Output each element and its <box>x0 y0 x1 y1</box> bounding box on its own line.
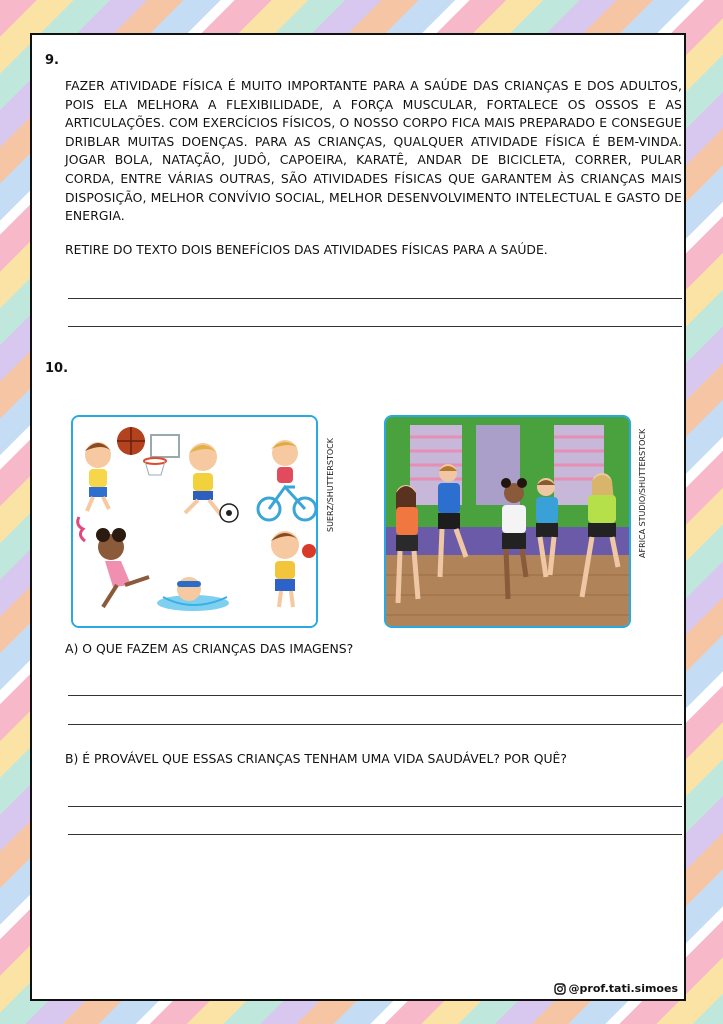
answer-line[interactable] <box>68 326 682 327</box>
question-10-number: 10. <box>45 361 69 376</box>
left-image-credit: SUERZ/SHUTTERSTOCK <box>326 437 335 532</box>
question-9-prompt: RETIRE DO TEXTO DOIS BENEFÍCIOS DAS ATIVIDADES FÍSICAS PARA A SAÚDE. <box>65 242 548 257</box>
author-credit <box>554 982 678 995</box>
answer-line[interactable] <box>68 806 682 807</box>
kids-sports-drawing <box>73 417 316 626</box>
answer-line[interactable] <box>68 834 682 835</box>
right-image-credit: AFRICA STUDIO/SHUTTERSTOCK <box>638 428 647 558</box>
answer-line[interactable] <box>68 695 682 696</box>
question-10a-prompt: A) O QUE FAZEM AS CRIANÇAS DAS IMAGENS? <box>65 641 354 656</box>
worksheet <box>30 33 686 1001</box>
question-9-number: 9. <box>45 53 59 68</box>
answer-line[interactable] <box>68 724 682 725</box>
question-10b-prompt: B) É PROVÁVEL QUE ESSAS CRIANÇAS TENHAM UMA VIDA SAUDÁVEL? POR QUÊ? <box>65 751 567 766</box>
question-9-text: FAZER ATIVIDADE FÍSICA É MUITO IMPORTANTE PARA A SAÚDE DAS CRIANÇAS E DOS ADULTOS, POIS ELA MELHORA A FLEXIBILIDADE, A FORÇA MUSCULAR, FORTALECE OS OSSOS E AS ARTICULAÇÕES. COM EXERCÍCIOS FÍSICOS, O NOSSO CORPO FICA MAIS PREPARADO E CONSEGUE DRIBLAR MUITAS DOENÇAS. PARA AS CRIANÇAS, QUALQUER ATIVIDADE FÍSICA É BEM-VINDA. JOGAR BOLA, NATAÇÃO, JUDÔ, CAPOEIRA, KARATÊ, ANDAR DE BICICLETA, CORRER, PULAR CORDA, ENTRE VÁRIAS OUTRAS, SÃO ATIVIDADES FÍSICAS QUE GARANTEM ÀS CRIANÇAS MAIS DISPOSIÇÃO, MELHOR CONVÍVIO SOCIAL, MELHOR DESENVOLVIMENTO INTELECTUAL E GASTO DE ENERGIA. <box>65 78 682 224</box>
instagram-icon <box>554 983 566 995</box>
kids-sports-illustration <box>71 415 318 628</box>
answer-line[interactable] <box>68 298 682 299</box>
kids-exercise-photo <box>384 415 631 628</box>
kids-exercise-drawing <box>386 417 629 626</box>
author-handle: @prof.tati.simoes <box>568 982 678 995</box>
